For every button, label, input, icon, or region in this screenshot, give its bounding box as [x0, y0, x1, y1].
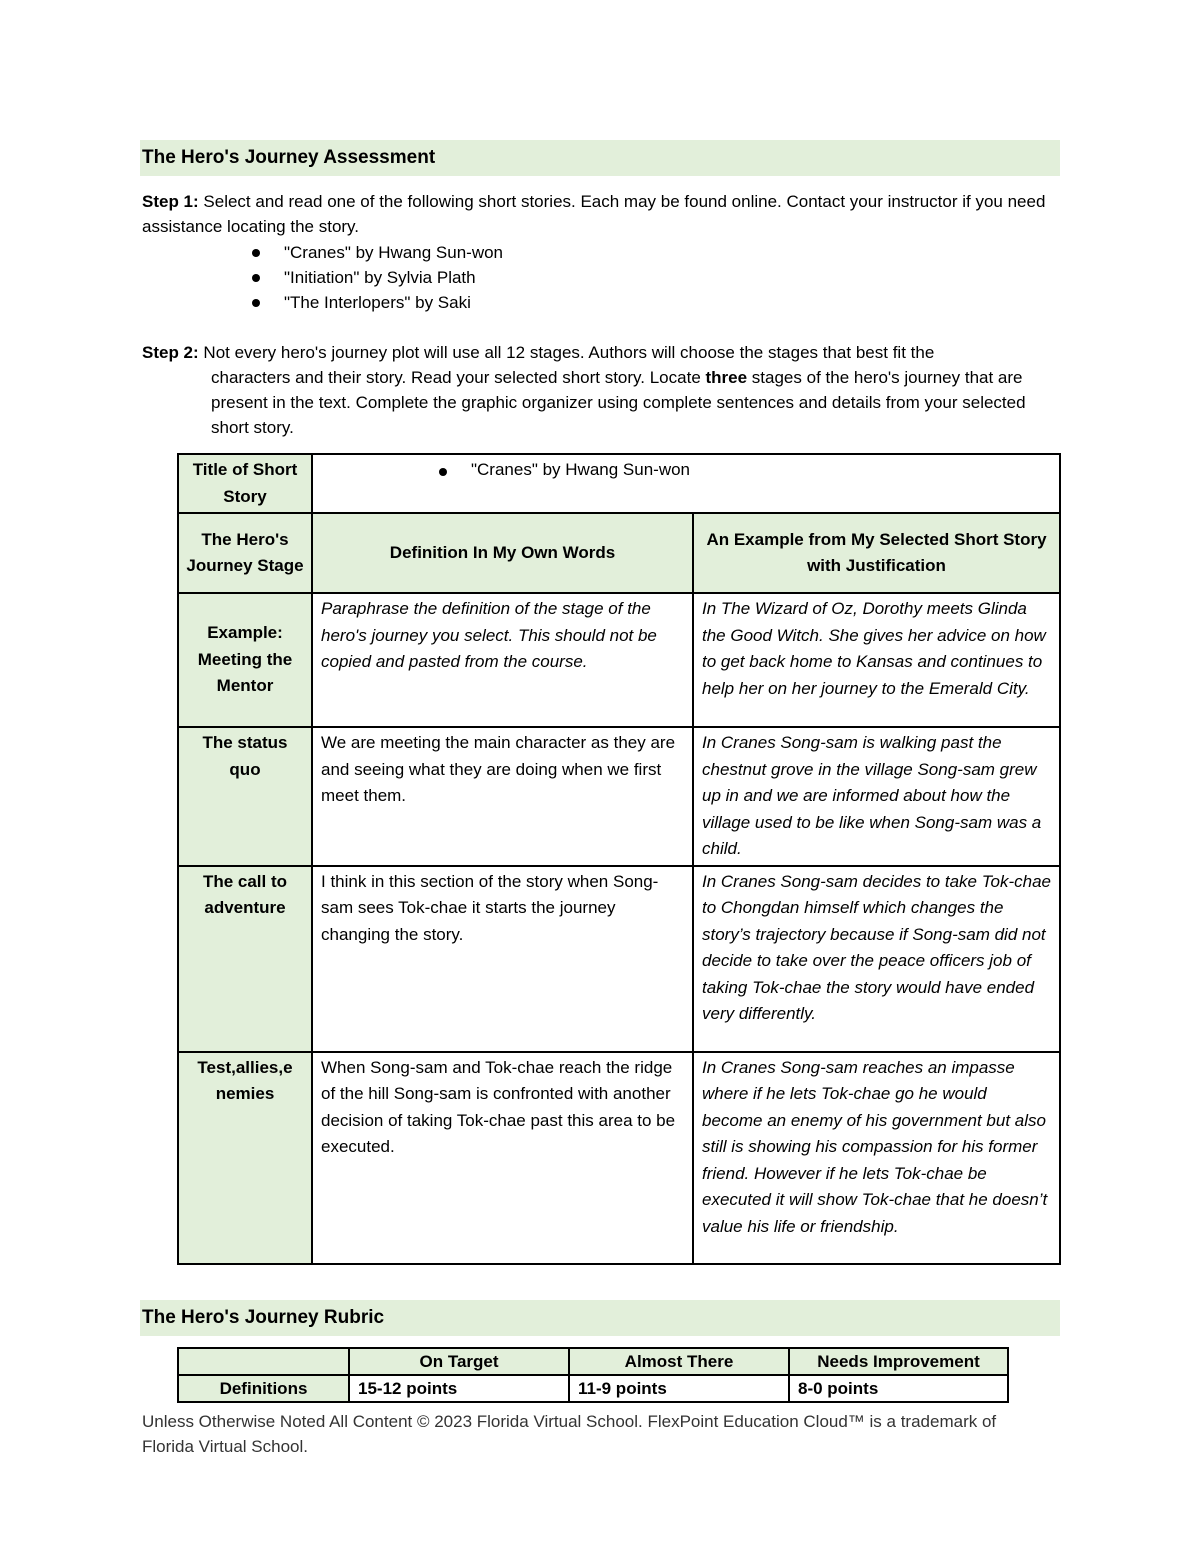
step2-text-b: characters and their story. Read your selected short story. Locate	[211, 368, 706, 387]
copyright-footer: Unless Otherwise Noted All Content © 2023 Florida Virtual School. FlexPoint Education Cloud™ is a trademark of Florida Virtual School.	[142, 1412, 997, 1456]
graphic-organizer-table	[177, 453, 1061, 1265]
example-cell: In Cranes Song-sam is walking past the chestnut grove in the village Song-sam grew up in and we are informed about how the village used to be like when Song-sam was a child.	[693, 727, 1060, 866]
step2-first-line	[142, 340, 1052, 365]
table-row	[178, 727, 1060, 866]
col-example-header: An Example from My Selected Short Story with Justification	[693, 513, 1060, 593]
stage-cell: Test,allies,e nemies	[178, 1052, 312, 1264]
rubric-on-target-cell: 15-12 points	[349, 1375, 569, 1402]
example-cell: In Cranes Song-sam reaches an impasse where if he lets Tok-chae go he would become an enemy of his government but also still is showing his compassion for his former friend. However if he lets Tok-chae be executed it will show Tok-chae that he doesn’t value his life or friendship.	[693, 1052, 1060, 1264]
step2-text-c: stages of the hero's journey that are present in the text. Complete the graphic organizer using complete sentences and details from your selected short story.	[211, 368, 1026, 437]
table-row	[178, 593, 1060, 727]
rubric-needs-improvement-cell: 8-0 points	[789, 1375, 1008, 1402]
assessment-heading: The Hero's Journey Assessment	[142, 147, 436, 168]
example-cell: In Cranes Song-sam decides to take Tok-chae to Chongdan himself which changes the story’s trajectory because if Song-sam did not decide to take over the peace officers job of taking Tok-chae the story would have ended very differently.	[693, 866, 1060, 1052]
col-definition-header: Definition In My Own Words	[312, 513, 693, 593]
rubric-col-blank	[178, 1348, 349, 1375]
stage-cell: The status quo	[178, 727, 312, 866]
example-cell: In The Wizard of Oz, Dorothy meets Glinda the Good Witch. She gives her advice on how to get back home to Kansas and continues to help her on her journey to the Emerald City.	[693, 593, 1060, 727]
step2-label: Step 2:	[142, 343, 199, 362]
rubric-heading: The Hero's Journey Rubric	[142, 1307, 385, 1328]
step2-bold-word: three	[705, 368, 748, 387]
step1-label: Step 1:	[142, 192, 199, 211]
stage-cell: The call to adventure	[178, 866, 312, 1052]
definition-cell: We are meeting the main character as they are and seeing what they are doing when we first meet them.	[312, 727, 693, 866]
story-item: "The Interlopers" by Saki	[252, 290, 503, 315]
definition-cell: Paraphrase the definition of the stage of the hero's journey you select. This should not be copied and pasted from the course.	[312, 593, 693, 727]
header-row	[178, 513, 1060, 593]
rubric-col-on-target: On Target	[349, 1348, 569, 1375]
step1-paragraph	[142, 189, 1052, 239]
stage-cell: Example: Meeting the Mentor	[178, 593, 312, 727]
rubric-table	[177, 1347, 1009, 1403]
title-value: "Cranes" by Hwang Sun-won	[321, 457, 1051, 484]
step2-text-a: Not every hero's journey plot will use all 12 stages. Authors will choose the stages that best fit the	[198, 343, 935, 362]
story-list	[252, 240, 503, 315]
rubric-row-label: Definitions	[178, 1375, 349, 1402]
col-stage-header: The Hero's Journey Stage	[178, 513, 312, 593]
rubric-row	[178, 1375, 1008, 1402]
rubric-col-almost-there: Almost There	[569, 1348, 789, 1375]
rubric-almost-there-cell: 11-9 points	[569, 1375, 789, 1402]
title-label: Title of Short Story	[178, 454, 312, 513]
title-row	[178, 454, 1060, 513]
step1-text: Select and read one of the following short stories. Each may be found online. Contact your instructor if you need assistance locating the story.	[142, 192, 1046, 236]
definition-cell: When Song-sam and Tok-chae reach the ridge of the hill Song-sam is confronted with another decision of taking Tok-chae past this area to be executed.	[312, 1052, 693, 1264]
table-row	[178, 866, 1060, 1052]
table-row	[178, 1052, 1060, 1264]
definition-cell: I think in this section of the story when Song-sam sees Tok-chae it starts the journey changing the story.	[312, 866, 693, 1052]
rubric-col-needs-improvement: Needs Improvement	[789, 1348, 1008, 1375]
story-item: "Initiation" by Sylvia Plath	[252, 265, 503, 290]
rubric-header-row	[178, 1348, 1008, 1375]
step2-body	[211, 365, 1051, 440]
title-value-cell	[312, 454, 1060, 513]
story-item: "Cranes" by Hwang Sun-won	[252, 240, 503, 265]
